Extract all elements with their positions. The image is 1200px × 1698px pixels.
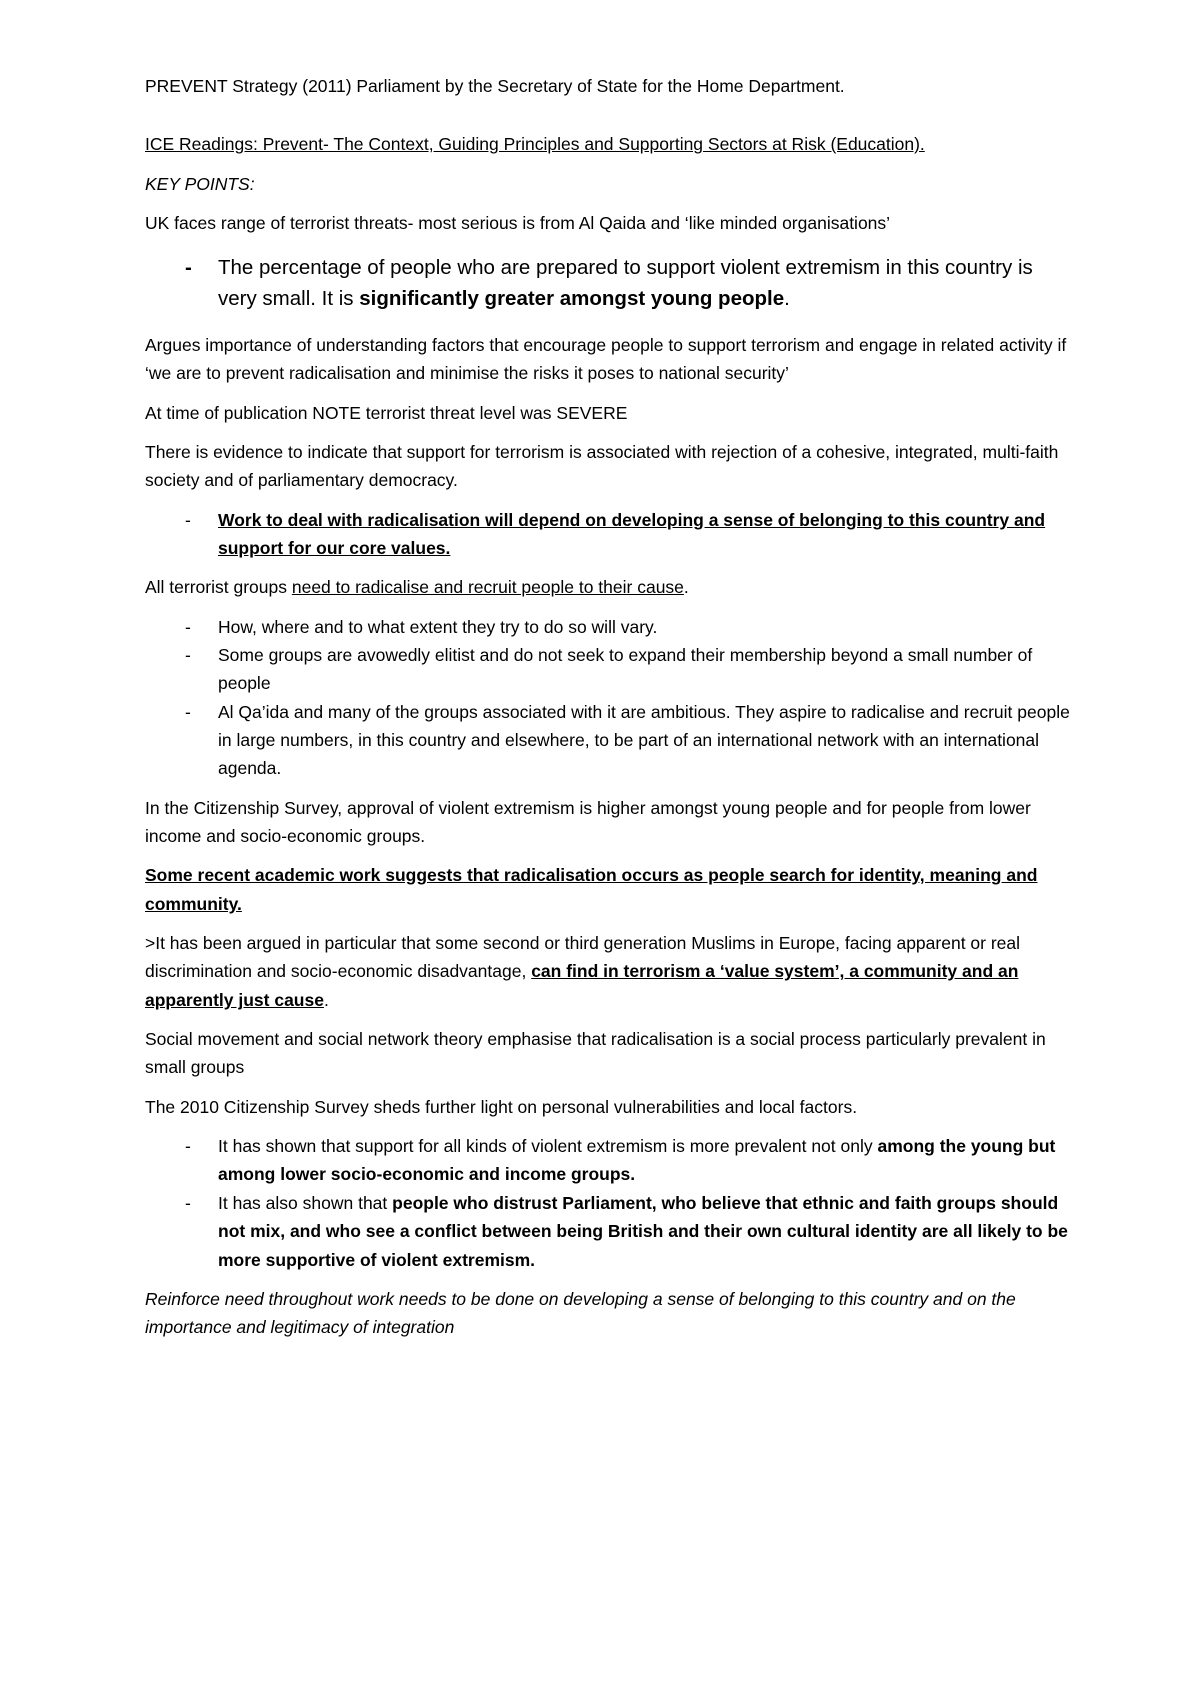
paragraph-citizenship: In the Citizenship Survey, approval of violent extremism is higher amongst young people and for people from lower income and socio-economic groups.: [145, 797, 1031, 847]
key-points-label: KEY POINTS:: [145, 173, 255, 194]
groups-underlined: need to radicalise and recruit people to their cause: [291, 577, 684, 598]
readings-heading: ICE Readings: Prevent- The Context, Guiding Principles and Supporting Sectors at Risk (Education).: [145, 134, 925, 155]
groups-end: .: [683, 577, 689, 598]
paragraph-survey-2010: The 2010 Citizenship Survey sheds further light on personal vulnerabilities and local factors.: [145, 1096, 858, 1117]
emphasis-item: [145, 253, 1070, 315]
groups-text: All terrorist groups: [145, 577, 292, 598]
list-item: [145, 506, 1070, 563]
emphasis-end: .: [784, 287, 790, 311]
survey-list: [145, 1132, 1070, 1274]
survey-bold-text: among the young but among lower socio-economic and income groups.: [218, 1136, 1056, 1185]
argued-text: >It has been argued in particular that some second or third generation Muslims in Europe, facing apparent or real discrimination and socio-economic disadvantage,: [145, 933, 1021, 982]
survey-text: It has also shown that: [218, 1192, 393, 1213]
groups-list: [145, 613, 1070, 783]
list-item: [145, 1132, 1070, 1189]
paragraph-reinforce: Reinforce need throughout work needs to be done on developing a sense of belonging to this country and on the importance and legitimacy of integration: [145, 1288, 1016, 1338]
belonging-text: Work to deal with radicalisation will depend on developing a sense of belonging to this country and support for our core values.: [218, 509, 1046, 558]
paragraph-threats: UK faces range of terrorist threats- most serious is from Al Qaida and ‘like minded organisations’: [145, 213, 891, 234]
emphasis-text: The percentage of people who are prepared to support violent extremism in this country is very small. It is: [218, 256, 1033, 311]
list-item: - How, where and to what extent they try to do so will vary.: [145, 613, 1070, 641]
paragraph-understanding: Argues importance of understanding factors that encourage people to support terrorism and engage in related activity if ‘we are to prevent radicalisation and minimise the risks it poses to national security’: [145, 334, 1067, 384]
paragraph-argued: [145, 929, 1070, 1014]
paragraph-academic: Some recent academic work suggests that radicalisation occurs as people search for identity, meaning and community.: [145, 865, 1038, 914]
survey-text: It has shown that support for all kinds of violent extremism is more prevalent not only: [218, 1136, 878, 1157]
emphasis-bold-text: significantly greater amongst young people: [359, 287, 785, 311]
argued-end: .: [323, 989, 329, 1010]
paragraph-social-movement: Social movement and social network theory emphasise that radicalisation is a social process particularly prevalent in small groups: [145, 1029, 1046, 1078]
belonging-list: [145, 506, 1070, 563]
list-item: - Some groups are avowedly elitist and do not seek to expand their membership beyond a small number of people: [145, 641, 1070, 698]
list-item: [145, 1189, 1070, 1274]
survey-bold-text: people who distrust Parliament, who believe that ethnic and faith groups should not mix, and who see a conflict between being British and their own cultural identity are all likely to be more supportive of violent extremism.: [218, 1192, 1068, 1270]
paragraph-groups: [145, 573, 1070, 601]
document-header: PREVENT Strategy (2011) Parliament by the Secretary of State for the Home Department.: [145, 76, 845, 96]
paragraph-evidence: There is evidence to indicate that support for terrorism is associated with rejection of a cohesive, integrated, multi-faith society and of parliamentary democracy.: [145, 441, 1059, 491]
list-item: - Al Qa’ida and many of the groups associated with it are ambitious. They aspire to radicalise and recruit people in large numbers, in this country and elsewhere, to be part of an international network with an international agenda.: [145, 698, 1070, 783]
emphasis-list: [145, 253, 1070, 315]
paragraph-threat-level: At time of publication NOTE terrorist threat level was SEVERE: [145, 402, 628, 423]
argued-underlined: can find in terrorism a ‘value system’, a community and an apparently just cause: [145, 961, 1019, 1010]
